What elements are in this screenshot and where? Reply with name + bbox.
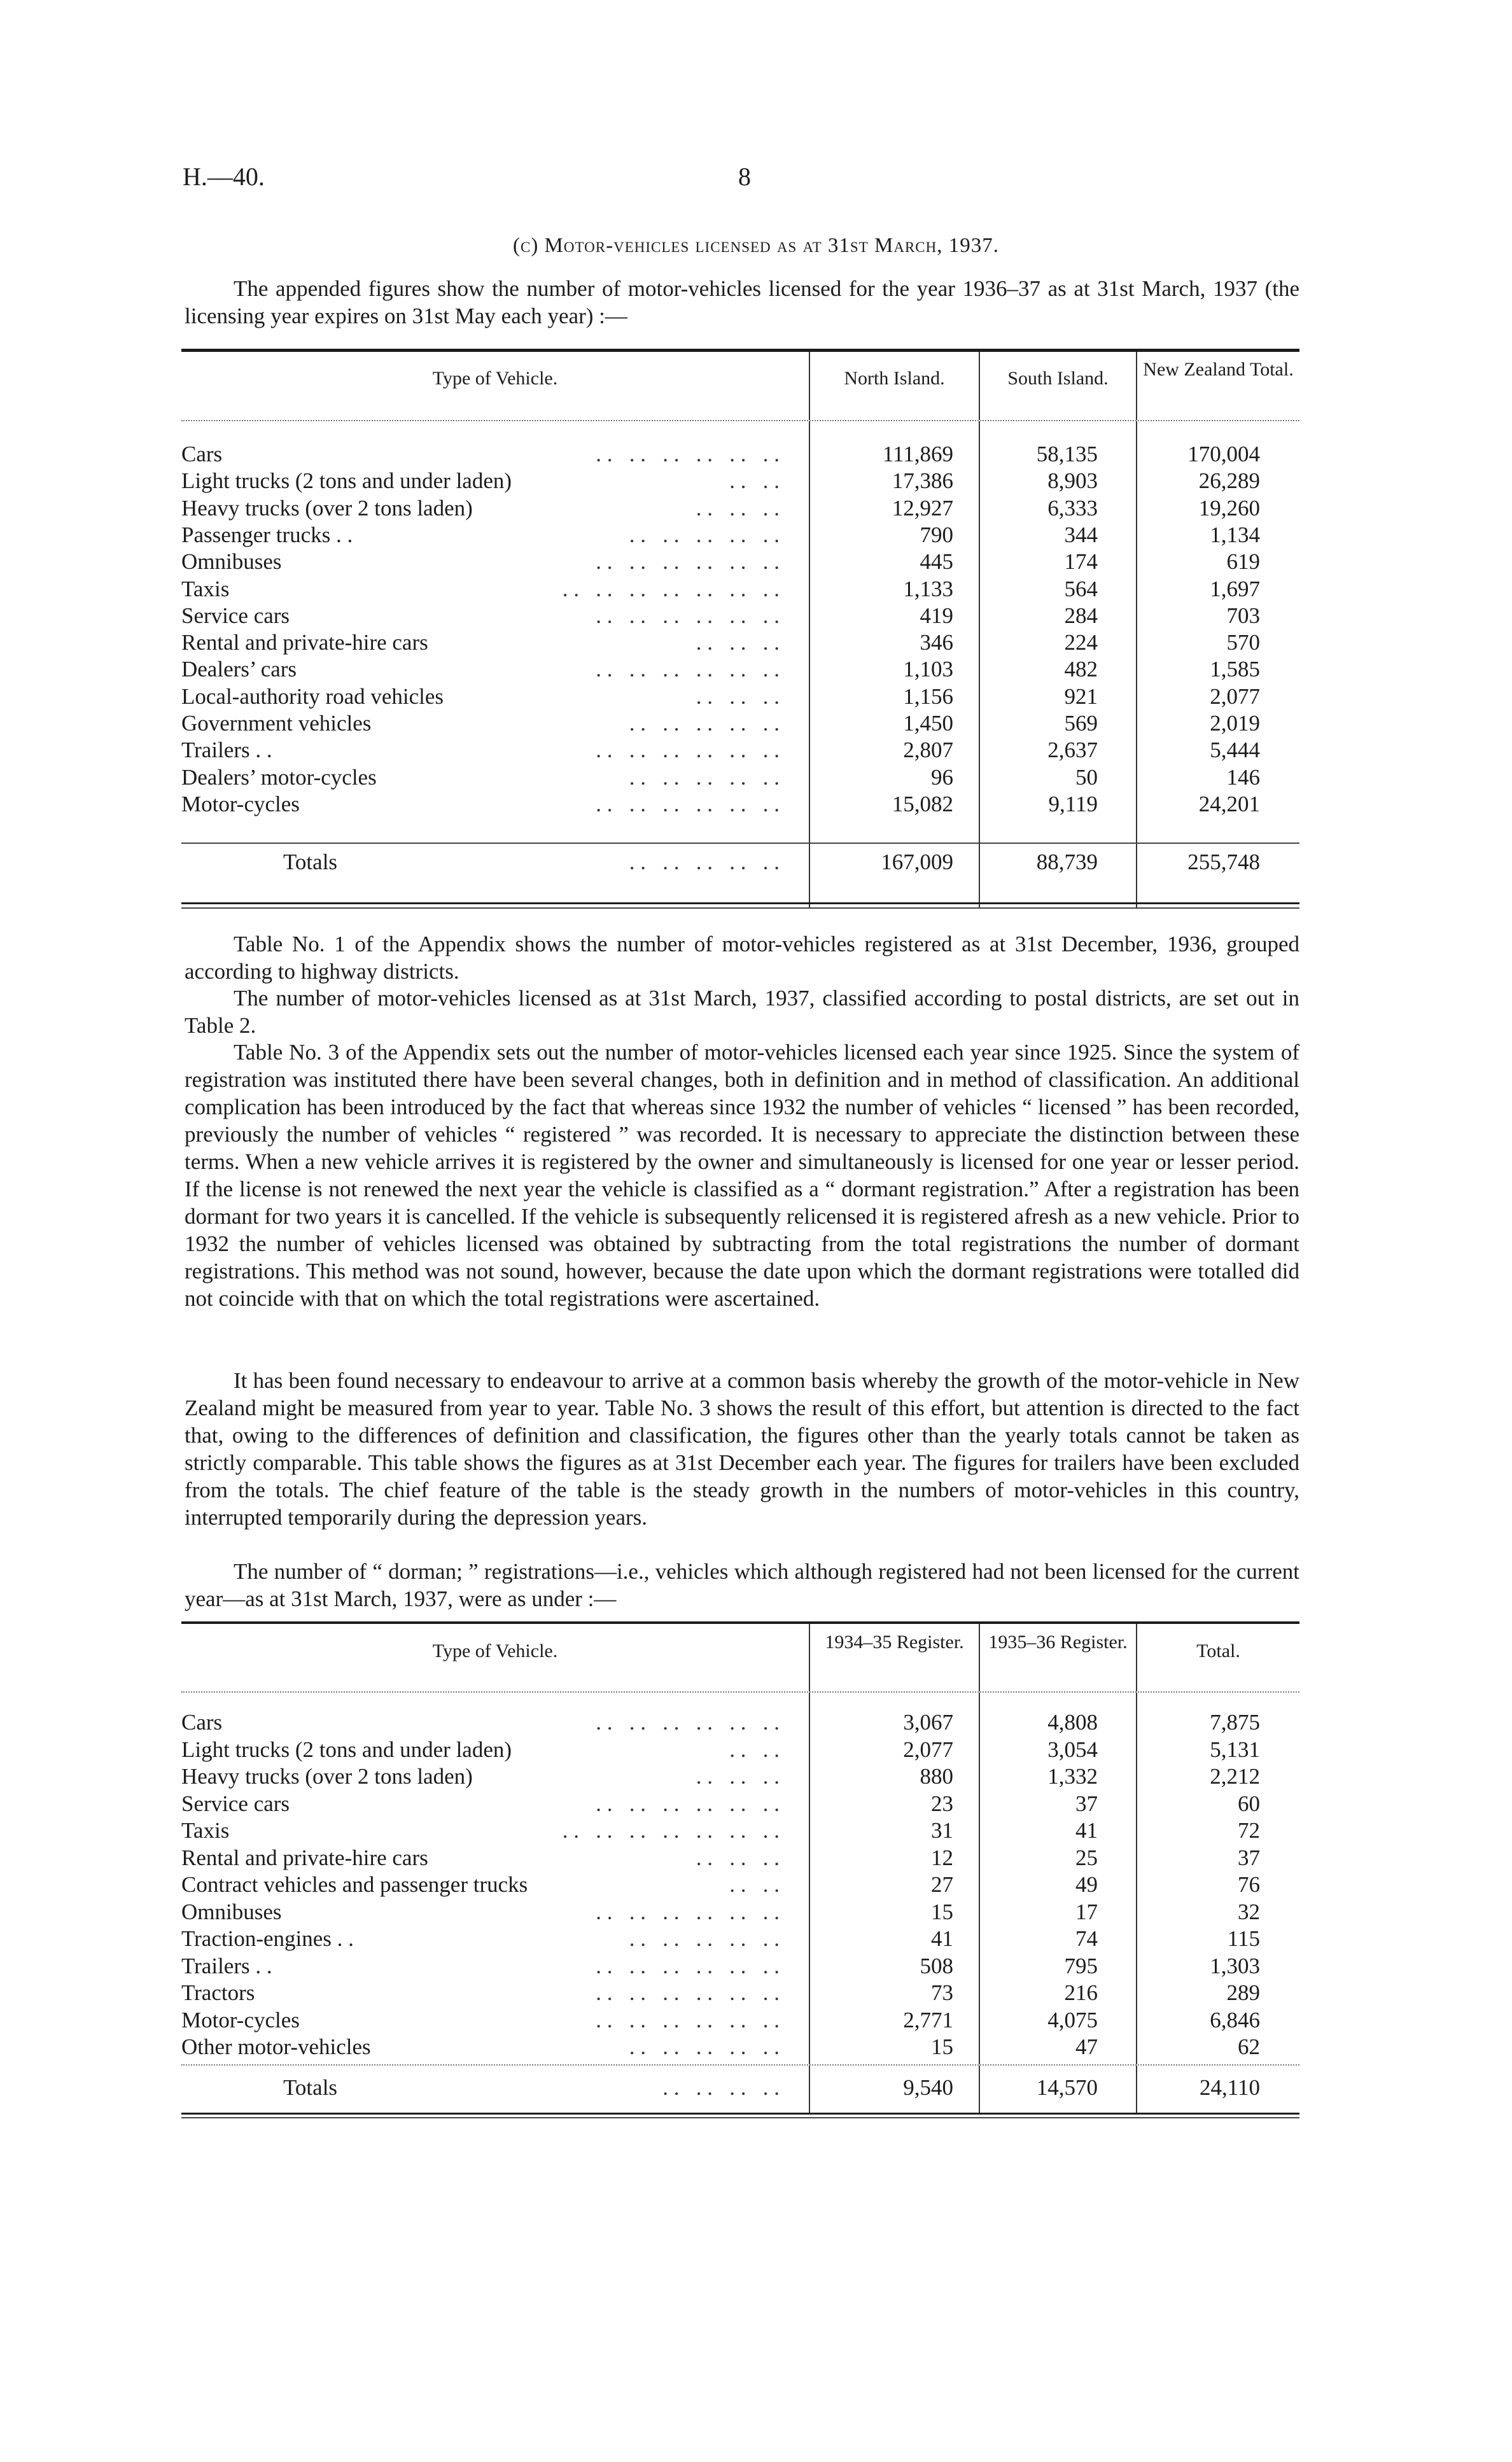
- cell-value: 9,540: [903, 2075, 953, 2100]
- cell-value: 4,808: [1047, 1710, 1098, 1735]
- row-label: Dealers’ cars: [181, 657, 297, 682]
- cell-value: 167,009: [881, 850, 953, 874]
- cell-value: 62: [1238, 2034, 1260, 2059]
- row-label: Rental and private-hire cars: [181, 1845, 428, 1870]
- cell-value: 50: [1075, 765, 1098, 790]
- document-reference: H.—40.: [183, 162, 265, 191]
- table-row: [181, 549, 1299, 575]
- leader-dots: . . . . . . . . . . . .: [596, 1954, 780, 1978]
- leader-dots: . . . . . . . . . . . .: [596, 2008, 780, 2032]
- section-title: (c) Motor-vehicles licensed as at 31st March, 1937.: [512, 234, 999, 257]
- table-row: [181, 468, 1299, 494]
- cell-value: 41: [931, 1926, 953, 1951]
- leader-dots: . . . . . . . . . .: [629, 850, 780, 874]
- cell-value: 12,927: [892, 496, 953, 521]
- table-row: [181, 791, 1299, 818]
- cell-value: 569: [1064, 711, 1098, 736]
- row-label: Tractors: [181, 1980, 255, 2005]
- cell-value: 289: [1226, 1980, 1260, 2005]
- paragraph-growth: It has been found necessary to endeavour to arrive at a common basis whereby the growth of the motor-vehicle in New Zealand might be measured from year to year. Table No. 3 shows the result of this effort, but attention is directed to the fact that, owing to the differences of definition and classification, the figures other than the yearly totals cannot be taken as strictly comparable. This table shows the figures as at 31st December each year. The figures for trailers have been excluded from the totals. The chief feature of the table is the steady growth in the numbers of motor-vehicles in this country, interrupted temporarily during the depression years.: [185, 1368, 1299, 1530]
- cell-value: 1,103: [903, 657, 953, 682]
- cell-value: 508: [920, 1954, 953, 1978]
- cell-value: 419: [920, 603, 953, 628]
- cell-value: 27: [931, 1872, 953, 1897]
- table-row: [181, 1791, 1299, 1817]
- row-label: Light trucks (2 tons and under laden): [181, 468, 512, 493]
- cell-value: 111,869: [882, 442, 953, 466]
- table-row: [181, 683, 1299, 710]
- cell-value: 880: [920, 1764, 953, 1789]
- table-row: [181, 1871, 1299, 1898]
- row-label: Heavy trucks (over 2 tons laden): [181, 496, 473, 521]
- cell-value: 1,332: [1047, 1764, 1098, 1789]
- cell-value: 1,134: [1210, 522, 1260, 547]
- table-row: [181, 1926, 1299, 1952]
- cell-value: 344: [1064, 522, 1098, 547]
- row-label: Passenger trucks . .: [181, 522, 353, 547]
- cell-value: 60: [1238, 1791, 1260, 1816]
- cell-value: 37: [1075, 1791, 1098, 1816]
- row-label: Taxis: [181, 1818, 230, 1843]
- cell-value: 284: [1064, 603, 1098, 628]
- leader-dots: . . . . . . . . . . . .: [596, 603, 780, 628]
- leader-dots: . . . . . . . . . . . .: [596, 1899, 780, 1924]
- cell-value: 2,019: [1210, 711, 1260, 736]
- cell-value: 41: [1075, 1818, 1098, 1843]
- table-row: [181, 1980, 1299, 2006]
- cell-value: 795: [1064, 1954, 1098, 1978]
- leader-dots: . . . . . . . . . . . .: [596, 792, 780, 816]
- table-row: [181, 656, 1299, 683]
- cell-value: 482: [1064, 657, 1098, 682]
- table-row: [181, 629, 1299, 656]
- column-header-north-island: North Island.: [844, 368, 945, 389]
- cell-value: 3,067: [903, 1710, 953, 1735]
- cell-value: 2,807: [903, 738, 953, 762]
- cell-value: 255,748: [1187, 850, 1260, 874]
- cell-value: 174: [1064, 549, 1098, 574]
- row-label: Motor-cycles: [181, 2008, 300, 2032]
- cell-value: 1,133: [903, 577, 953, 601]
- row-label: Local-authority road vehicles: [181, 684, 444, 709]
- column-header-type: Type of Vehicle.: [432, 368, 558, 389]
- cell-value: 8,903: [1047, 468, 1098, 493]
- row-label: Heavy trucks (over 2 tons laden): [181, 1764, 473, 1789]
- cell-value: 1,585: [1210, 657, 1260, 682]
- column-header-nz-total: New Zealand Total.: [1143, 359, 1294, 380]
- cell-value: 37: [1238, 1845, 1260, 1870]
- totals-row: [181, 849, 1299, 876]
- row-label: Cars: [181, 1710, 223, 1735]
- leader-dots: . . . . . . . . . .: [629, 765, 780, 790]
- table-row: [181, 1899, 1299, 1926]
- table-row: [181, 441, 1299, 468]
- row-label: Service cars: [181, 603, 290, 628]
- cell-value: 49: [1075, 1872, 1098, 1897]
- row-label: Government vehicles: [181, 711, 372, 736]
- row-label: Other motor-vehicles: [181, 2034, 371, 2059]
- cell-value: 1,156: [903, 684, 953, 709]
- row-label: Omnibuses: [181, 549, 282, 574]
- cell-value: 170,004: [1187, 442, 1260, 466]
- cell-value: 17: [1075, 1899, 1098, 1924]
- table-row: [181, 710, 1299, 737]
- cell-value: 445: [920, 549, 953, 574]
- cell-value: 346: [920, 630, 953, 655]
- cell-value: 115: [1227, 1926, 1260, 1951]
- cell-value: 216: [1064, 1980, 1098, 2005]
- leader-dots: . . . . . . . . . .: [629, 522, 780, 547]
- leader-dots: . . . . . . . . . .: [629, 1926, 780, 1951]
- row-label: Omnibuses: [181, 1899, 282, 1924]
- table-row: [181, 495, 1299, 522]
- page-number: 8: [738, 162, 751, 191]
- row-label: Rental and private-hire cars: [181, 630, 428, 655]
- leader-dots: . . . . . . . .: [662, 2075, 780, 2100]
- leader-dots: . . . . . .: [696, 630, 780, 655]
- cell-value: 6,333: [1047, 496, 1098, 521]
- leader-dots: . . . . . . . . . .: [629, 2034, 780, 2059]
- row-label: Contract vehicles and passenger trucks: [181, 1872, 528, 1897]
- table-row: [181, 1737, 1299, 1763]
- cell-value: 12: [931, 1845, 953, 1870]
- leader-dots: . . . .: [729, 1872, 780, 1897]
- leader-dots: . . . . . . . . . . . .: [596, 657, 780, 682]
- row-label: Traction-engines . .: [181, 1926, 354, 1951]
- cell-value: 1,303: [1210, 1954, 1260, 1978]
- row-label: Motor-cycles: [181, 792, 300, 816]
- leader-dots: . . . . . . . . . . . .: [596, 1791, 780, 1816]
- intro-paragraph: The appended figures show the number of motor-vehicles licensed for the year 1936–37 as at 31st March, 1937 (the licensing year expires on 31st May each year) :—: [185, 276, 1299, 328]
- cell-value: 25: [1075, 1845, 1098, 1870]
- leader-dots: . . . . . . . . . . . .: [596, 549, 780, 574]
- leader-dots: . . . . . .: [696, 1764, 780, 1789]
- cell-value: 24,110: [1200, 2075, 1260, 2100]
- cell-value: 2,077: [1210, 684, 1260, 709]
- cell-value: 4,075: [1047, 2008, 1098, 2032]
- cell-value: 1,450: [903, 711, 953, 736]
- cell-value: 74: [1075, 1926, 1098, 1951]
- table-row: [181, 1817, 1299, 1844]
- table-row: [181, 764, 1299, 791]
- licensed-vehicles-table: [181, 349, 1299, 913]
- paragraph-table-2: The number of motor-vehicles licensed as at 31st March, 1937, classified according to postal districts, are set out in Table 2.: [185, 986, 1299, 1038]
- cell-value: 96: [931, 765, 953, 790]
- row-label: Cars: [181, 442, 223, 466]
- leader-dots: . . . . . . . . . . . .: [596, 442, 780, 466]
- cell-value: 1,697: [1210, 577, 1260, 601]
- table-row: [181, 1953, 1299, 1980]
- table-row: [181, 2007, 1299, 2034]
- cell-value: 14,570: [1036, 2075, 1098, 2100]
- row-label: Taxis: [181, 577, 230, 601]
- leader-dots: . . . . . . . . . . . .: [596, 1980, 780, 2005]
- cell-value: 3,054: [1047, 1737, 1098, 1762]
- table-row: [181, 603, 1299, 629]
- cell-value: 32: [1238, 1899, 1260, 1924]
- totals-label: Totals: [283, 850, 338, 874]
- leader-dots: . . . . . . . . . . . . . .: [562, 577, 780, 601]
- cell-value: 23: [931, 1791, 953, 1816]
- leader-dots: . . . . . .: [696, 684, 780, 709]
- leader-dots: . . . . . . . . . . . .: [596, 738, 780, 762]
- row-label: Dealers’ motor-cycles: [181, 765, 377, 790]
- dormant-registrations-table: [181, 1621, 1299, 2124]
- table-row: [181, 1845, 1299, 1871]
- row-label: Trailers . .: [181, 738, 272, 762]
- row-label: Service cars: [181, 1791, 290, 1816]
- table-row: [181, 522, 1299, 549]
- leader-dots: . . . . . . . . . .: [629, 711, 780, 736]
- totals-label: Totals: [283, 2075, 338, 2100]
- table-row: [181, 1763, 1299, 1790]
- column-header-south-island: South Island.: [1007, 368, 1109, 389]
- leader-dots: . . . .: [729, 468, 780, 493]
- cell-value: 58,135: [1036, 442, 1098, 466]
- column-header-1935-36: 1935–36 Register.: [988, 1632, 1128, 1653]
- table-row: [181, 2034, 1299, 2060]
- table-row: [181, 1709, 1299, 1736]
- column-header-type: Type of Vehicle.: [432, 1640, 558, 1661]
- cell-value: 9,119: [1048, 792, 1098, 816]
- cell-value: 5,444: [1210, 738, 1260, 762]
- cell-value: 6,846: [1210, 2008, 1260, 2032]
- cell-value: 26,289: [1198, 468, 1260, 493]
- cell-value: 2,077: [903, 1737, 953, 1762]
- cell-value: 921: [1064, 684, 1098, 709]
- leader-dots: . . . .: [729, 1737, 780, 1762]
- cell-value: 76: [1238, 1872, 1260, 1897]
- cell-value: 15,082: [892, 792, 953, 816]
- cell-value: 31: [931, 1818, 953, 1843]
- totals-row: [181, 2074, 1299, 2101]
- cell-value: 24,201: [1198, 792, 1260, 816]
- cell-value: 7,875: [1210, 1710, 1260, 1735]
- row-label: Trailers . .: [181, 1954, 272, 1978]
- cell-value: 790: [920, 522, 953, 547]
- column-header-1934-35: 1934–35 Register.: [825, 1632, 964, 1653]
- column-header-total: Total.: [1196, 1640, 1240, 1661]
- cell-value: 73: [931, 1980, 953, 2005]
- paragraph-table-1: Table No. 1 of the Appendix shows the number of motor-vehicles registered as at 31st December, 1936, grouped according to highway districts.: [185, 932, 1299, 984]
- leader-dots: . . . . . . . . . . . . . .: [562, 1818, 780, 1843]
- cell-value: 47: [1075, 2034, 1098, 2059]
- cell-value: 703: [1226, 603, 1260, 628]
- cell-value: 2,637: [1047, 738, 1098, 762]
- table-row: [181, 737, 1299, 764]
- cell-value: 619: [1226, 549, 1260, 574]
- cell-value: 17,386: [892, 468, 953, 493]
- leader-dots: . . . . . . . . . . . .: [596, 1710, 780, 1735]
- cell-value: 15: [931, 1899, 953, 1924]
- cell-value: 224: [1064, 630, 1098, 655]
- row-label: Light trucks (2 tons and under laden): [181, 1737, 512, 1762]
- cell-value: 2,771: [903, 2008, 953, 2032]
- cell-value: 19,260: [1198, 496, 1260, 521]
- cell-value: 15: [931, 2034, 953, 2059]
- cell-value: 5,131: [1210, 1737, 1260, 1762]
- table-row: [181, 576, 1299, 603]
- paragraph-dormant: The number of “ dorman; ” registrations—i.e., vehicles which although registered had not been licensed for the current year—as at 31st March, 1937, were as under :—: [185, 1559, 1299, 1611]
- cell-value: 570: [1226, 630, 1260, 655]
- leader-dots: . . . . . .: [696, 1845, 780, 1870]
- leader-dots: . . . . . .: [696, 496, 780, 521]
- cell-value: 564: [1064, 577, 1098, 601]
- cell-value: 2,212: [1210, 1764, 1260, 1789]
- cell-value: 72: [1238, 1818, 1260, 1843]
- paragraph-table-3: Table No. 3 of the Appendix sets out the number of motor-vehicles licensed each year since 1925. Since the system of registration was instituted there have been several changes, both in definition and in method of classification. An additional complication has been introduced by the fact that whereas since 1932 the number of vehicles “ licensed ” has been recorded, previously the number of vehicles “ registered ” was recorded. It is necessary to appreciate the distinction between these terms. When a new vehicle arrives it is registered by the owner and simultaneously is licensed for one year or lesser period. If the license is not renewed the next year the vehicle is classified as a “ dormant registration.” After a registration has been dormant for two years it is cancelled. If the vehicle is subsequently relicensed it is registered afresh as a new vehicle. Prior to 1932 the number of vehicles licensed was obtained by subtracting from the total registrations the number of dormant registrations. This method was not sound, however, because the date upon which the dormant registrations were totalled did not coincide with that on which the total registrations were ascertained.: [185, 1040, 1299, 1311]
- cell-value: 88,739: [1036, 850, 1098, 874]
- cell-value: 146: [1226, 765, 1260, 790]
